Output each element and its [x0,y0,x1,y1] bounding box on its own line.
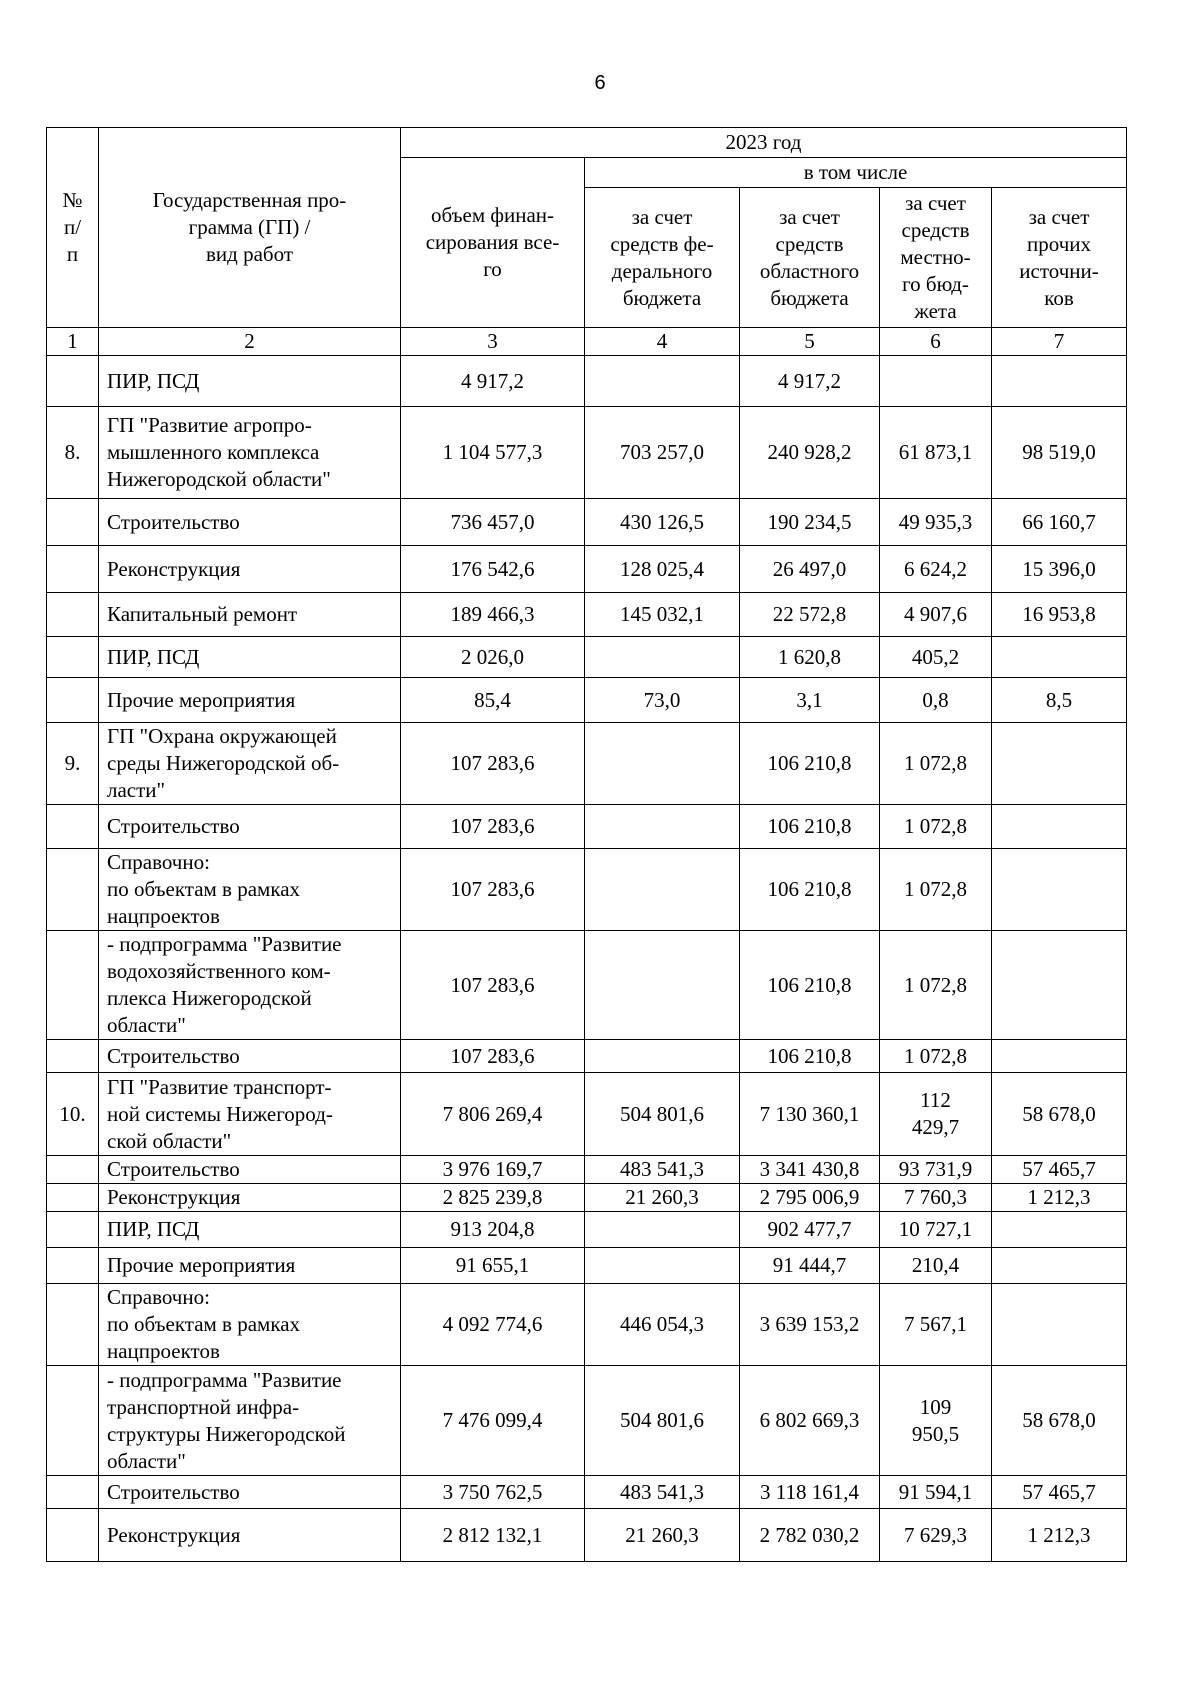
cell-other: 1 212,3 [992,1184,1127,1212]
row-name: ГП "Охрана окружающей среды Нижегородской об- ласти" [99,723,401,805]
table-row [47,1476,1127,1509]
cell-federal [585,931,740,1040]
row-number: 10. [47,1073,99,1156]
cell-regional: 6 802 669,3 [740,1366,880,1476]
cell-local [880,356,992,407]
cell-local: 405,2 [880,637,992,678]
cell-regional: 2 795 006,9 [740,1184,880,1212]
cell-federal [585,1248,740,1284]
cell-federal [585,356,740,407]
row-number [47,1284,99,1366]
header-col-total: объем финан- сирования все- го [401,158,585,328]
cell-total: 107 283,6 [401,1040,585,1073]
cell-local: 6 624,2 [880,546,992,593]
cell-regional: 902 477,7 [740,1212,880,1248]
cell-other: 16 953,8 [992,593,1127,637]
column-number-row [47,328,1127,356]
cell-local: 4 907,6 [880,593,992,637]
row-name: - подпрограмма "Развитие водохозяйственного ком- плекса Нижегородской области" [99,931,401,1040]
cell-federal: 21 260,3 [585,1184,740,1212]
cell-local: 7 629,3 [880,1509,992,1562]
cell-total: 107 283,6 [401,931,585,1040]
row-name: ГП "Развитие транспорт- ной системы Нижегород- ской области" [99,1073,401,1156]
column-number: 2 [99,328,401,356]
cell-regional: 3 341 430,8 [740,1156,880,1184]
cell-federal [585,637,740,678]
cell-total: 176 542,6 [401,546,585,593]
header-col-local: за счет средств местно- го бюд- жета [880,188,992,328]
cell-local: 7 760,3 [880,1184,992,1212]
table-row [47,723,1127,805]
table-row [47,1073,1127,1156]
column-number: 4 [585,328,740,356]
cell-federal: 430 126,5 [585,499,740,546]
row-number [47,678,99,723]
column-number: 6 [880,328,992,356]
cell-other [992,1040,1127,1073]
table-row [47,1248,1127,1284]
column-number: 5 [740,328,880,356]
row-number [47,1476,99,1509]
cell-regional: 26 497,0 [740,546,880,593]
row-number [47,499,99,546]
table-body [47,356,1127,1562]
page-number: 6 [594,72,606,94]
column-number: 1 [47,328,99,356]
table-row [47,805,1127,849]
cell-local: 210,4 [880,1248,992,1284]
row-name: ПИР, ПСД [99,356,401,407]
cell-regional: 2 782 030,2 [740,1509,880,1562]
table-row [47,849,1127,931]
cell-federal: 145 032,1 [585,593,740,637]
table-row [47,1156,1127,1184]
cell-total: 107 283,6 [401,723,585,805]
table-row [47,637,1127,678]
row-number [47,593,99,637]
cell-regional: 3,1 [740,678,880,723]
cell-local: 1 072,8 [880,849,992,931]
cell-regional: 106 210,8 [740,931,880,1040]
row-number [47,356,99,407]
header-year: 2023 год [401,128,1127,158]
cell-federal: 703 257,0 [585,407,740,499]
cell-other [992,1248,1127,1284]
cell-other [992,723,1127,805]
cell-other: 58 678,0 [992,1366,1127,1476]
cell-local: 1 072,8 [880,805,992,849]
column-number: 3 [401,328,585,356]
cell-other: 15 396,0 [992,546,1127,593]
row-name: - подпрограмма "Развитие транспортной инфра- структуры Нижегородской области" [99,1366,401,1476]
cell-federal: 73,0 [585,678,740,723]
row-name: Строительство [99,1476,401,1509]
cell-federal: 21 260,3 [585,1509,740,1562]
cell-other [992,356,1127,407]
row-number [47,637,99,678]
row-name: Реконструкция [99,546,401,593]
row-name: ПИР, ПСД [99,1212,401,1248]
cell-regional: 1 620,8 [740,637,880,678]
row-number [47,849,99,931]
cell-local: 61 873,1 [880,407,992,499]
cell-total: 2 812 132,1 [401,1509,585,1562]
table-row [47,678,1127,723]
row-name: Строительство [99,1040,401,1073]
header-col-federal: за счет средств фе- дерального бюджета [585,188,740,328]
header-col-no: № п/ п [47,128,99,328]
table-row [47,1284,1127,1366]
cell-total: 107 283,6 [401,849,585,931]
cell-total: 4 092 774,6 [401,1284,585,1366]
cell-local: 1 072,8 [880,931,992,1040]
cell-other [992,1212,1127,1248]
cell-regional: 240 928,2 [740,407,880,499]
cell-federal [585,1040,740,1073]
cell-regional: 7 130 360,1 [740,1073,880,1156]
cell-total: 736 457,0 [401,499,585,546]
row-name: Строительство [99,1156,401,1184]
table-row [47,593,1127,637]
cell-total: 7 476 099,4 [401,1366,585,1476]
header-col-regional: за счет средств областного бюджета [740,188,880,328]
cell-total: 85,4 [401,678,585,723]
cell-local: 112 429,7 [880,1073,992,1156]
cell-regional: 106 210,8 [740,1040,880,1073]
cell-local: 1 072,8 [880,723,992,805]
cell-regional: 3 639 153,2 [740,1284,880,1366]
cell-total: 107 283,6 [401,805,585,849]
cell-total: 2 825 239,8 [401,1184,585,1212]
cell-federal [585,849,740,931]
cell-other: 66 160,7 [992,499,1127,546]
cell-federal: 128 025,4 [585,546,740,593]
row-name: Справочно: по объектам в рамках нацпроектов [99,849,401,931]
row-number [47,1184,99,1212]
cell-other: 57 465,7 [992,1156,1127,1184]
cell-other: 8,5 [992,678,1127,723]
row-number [47,1248,99,1284]
row-number [47,1040,99,1073]
budget-table [46,127,1127,1562]
cell-regional: 3 118 161,4 [740,1476,880,1509]
cell-regional: 4 917,2 [740,356,880,407]
table-row [47,1184,1127,1212]
cell-federal [585,723,740,805]
cell-other [992,1284,1127,1366]
cell-other: 57 465,7 [992,1476,1127,1509]
row-number [47,1212,99,1248]
cell-federal [585,805,740,849]
row-name: Прочие мероприятия [99,1248,401,1284]
row-number [47,1366,99,1476]
cell-other [992,637,1127,678]
cell-other: 58 678,0 [992,1073,1127,1156]
table-row [47,499,1127,546]
cell-federal [585,1212,740,1248]
cell-other [992,931,1127,1040]
row-name: Реконструкция [99,1509,401,1562]
row-number [47,1156,99,1184]
row-name: Прочие мероприятия [99,678,401,723]
cell-local: 0,8 [880,678,992,723]
cell-total: 2 026,0 [401,637,585,678]
cell-local: 10 727,1 [880,1212,992,1248]
column-number: 7 [992,328,1127,356]
cell-total: 913 204,8 [401,1212,585,1248]
row-name: Справочно: по объектам в рамках нацпроектов [99,1284,401,1366]
cell-federal: 483 541,3 [585,1156,740,1184]
row-number: 8. [47,407,99,499]
cell-regional: 106 210,8 [740,849,880,931]
row-name: Строительство [99,499,401,546]
table-row [47,1040,1127,1073]
table-row [47,931,1127,1040]
table-row [47,546,1127,593]
cell-total: 3 750 762,5 [401,1476,585,1509]
table-row [47,1509,1127,1562]
row-name: ПИР, ПСД [99,637,401,678]
cell-regional: 22 572,8 [740,593,880,637]
cell-total: 189 466,3 [401,593,585,637]
table-row [47,1212,1127,1248]
table-row [47,1366,1127,1476]
cell-total: 4 917,2 [401,356,585,407]
cell-local: 7 567,1 [880,1284,992,1366]
row-name: Реконструкция [99,1184,401,1212]
cell-local: 93 731,9 [880,1156,992,1184]
row-name: Капитальный ремонт [99,593,401,637]
row-number: 9. [47,723,99,805]
row-name: ГП "Развитие агропро- мышленного комплекса Нижегородской области" [99,407,401,499]
cell-federal: 504 801,6 [585,1366,740,1476]
cell-other: 1 212,3 [992,1509,1127,1562]
header-col-other: за счет прочих источни- ков [992,188,1127,328]
row-number [47,931,99,1040]
table-row [47,356,1127,407]
cell-total: 3 976 169,7 [401,1156,585,1184]
cell-federal: 483 541,3 [585,1476,740,1509]
cell-other [992,849,1127,931]
row-name: Строительство [99,805,401,849]
row-number [47,1509,99,1562]
cell-regional: 106 210,8 [740,805,880,849]
row-number [47,546,99,593]
cell-local: 91 594,1 [880,1476,992,1509]
cell-local: 1 072,8 [880,1040,992,1073]
cell-other: 98 519,0 [992,407,1127,499]
header-including: в том числе [585,158,1127,188]
cell-total: 91 655,1 [401,1248,585,1284]
row-number [47,805,99,849]
cell-local: 49 935,3 [880,499,992,546]
cell-other [992,805,1127,849]
header-col-program: Государственная про- грамма (ГП) / вид работ [99,128,401,328]
table-row [47,407,1127,499]
cell-regional: 91 444,7 [740,1248,880,1284]
cell-total: 1 104 577,3 [401,407,585,499]
cell-total: 7 806 269,4 [401,1073,585,1156]
cell-federal: 446 054,3 [585,1284,740,1366]
cell-local: 109 950,5 [880,1366,992,1476]
cell-regional: 106 210,8 [740,723,880,805]
cell-regional: 190 234,5 [740,499,880,546]
cell-federal: 504 801,6 [585,1073,740,1156]
